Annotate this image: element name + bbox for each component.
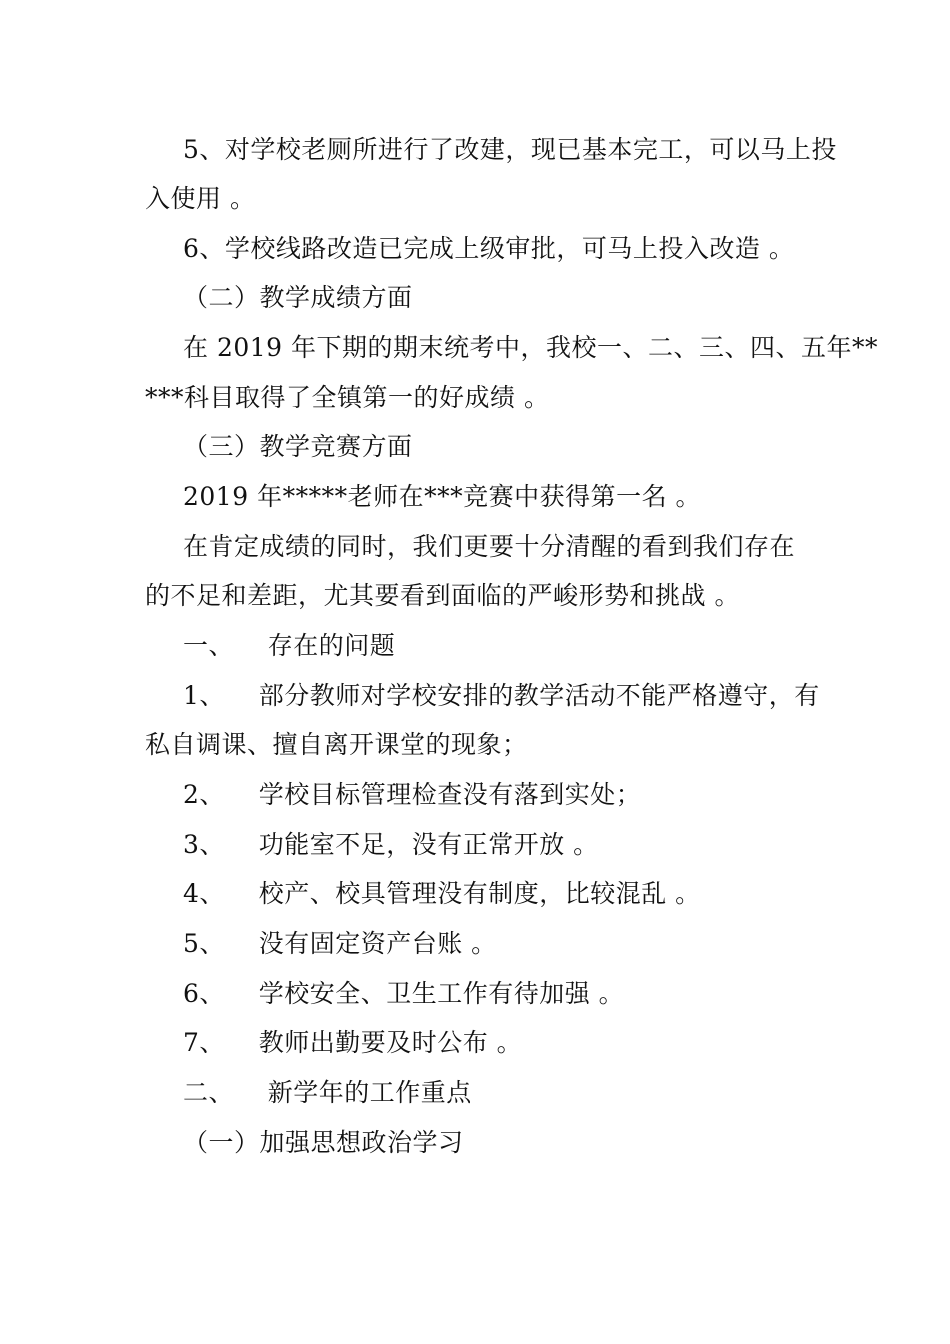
list-item: 4、 校产、校具管理没有制度，比较混乱 。 xyxy=(183,879,701,908)
text-line: 入使用 。 xyxy=(145,184,256,213)
section-heading: （三）教学竞赛方面 xyxy=(183,432,413,461)
text-line: 在肯定成绩的同时，我们更要十分清醒的看到我们存在 xyxy=(183,532,796,561)
list-item: 6、 学校安全、卫生工作有待加强 。 xyxy=(183,979,625,1008)
text-line: 的不足和差距，尤其要看到面临的严峻形势和挑战 。 xyxy=(145,581,740,610)
text-line: ***科目取得了全镇第一的好成绩 。 xyxy=(145,383,550,412)
text-line: 5、对学校老厕所进行了改建，现已基本完工，可以马上投 xyxy=(183,135,837,164)
text-line: 6、学校线路改造已完成上级审批，可马上投入改造 。 xyxy=(183,234,795,263)
section-heading: （一）加强思想政治学习 xyxy=(183,1128,464,1157)
text-line: 2019 年*****老师在***竞赛中获得第一名 。 xyxy=(183,482,702,511)
list-item: 3、 功能室不足，没有正常开放 。 xyxy=(183,830,599,859)
text-line: 在 2019 年下期的期末统考中，我校一、二、三、四、五年** xyxy=(183,333,879,362)
section-heading: 二、 新学年的工作重点 xyxy=(183,1078,472,1107)
text-line: 私自调课、擅自离开课堂的现象； xyxy=(145,730,528,759)
list-item: 1、 部分教师对学校安排的教学活动不能严格遵守，有 xyxy=(183,681,820,710)
section-heading: （二）教学成绩方面 xyxy=(183,283,413,312)
list-item: 2、 学校目标管理检查没有落到实处； xyxy=(183,780,642,809)
section-heading: 一、 存在的问题 xyxy=(183,631,396,660)
list-item: 5、 没有固定资产台账 。 xyxy=(183,929,497,958)
list-item: 7、 教师出勤要及时公布 。 xyxy=(183,1028,523,1057)
